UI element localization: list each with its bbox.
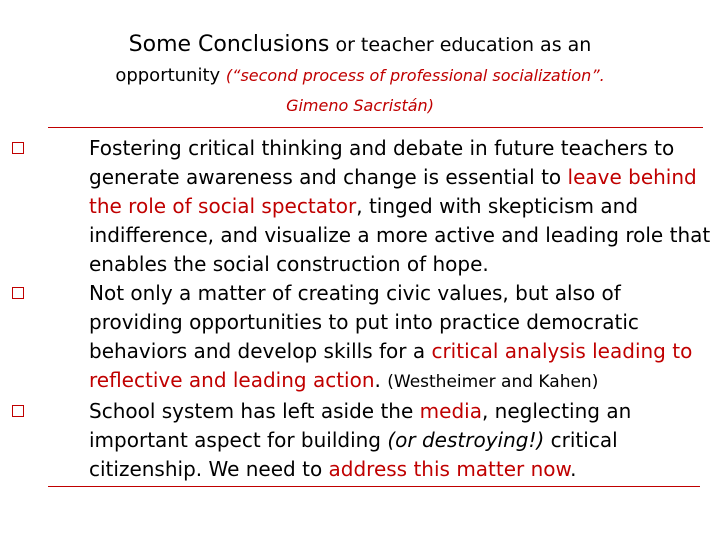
title-quote: (“second process of professional socialization”. <box>225 66 605 85</box>
bullet-text: . <box>570 457 577 481</box>
bullet-text: . <box>374 368 388 392</box>
bullet-highlight: media <box>419 399 482 423</box>
checkbox-bullet-icon <box>12 142 24 154</box>
title-sub-2: opportunity <box>115 65 226 86</box>
bullet-text: , tinged with skepticism and indifference, and visualize a more active and leading role that enables the social construction of hope. <box>89 194 711 276</box>
bullet-item <box>12 397 712 484</box>
checkbox-bullet-icon <box>12 287 24 299</box>
bullet-highlight: address this matter now <box>328 457 571 481</box>
bottom-divider <box>48 486 700 487</box>
bullet-item <box>12 134 712 279</box>
bullet-item <box>12 279 712 397</box>
checkbox-bullet-icon <box>12 405 24 417</box>
bullet-highlight: critical analysis leading to reflective and leading action <box>89 339 693 392</box>
top-divider <box>48 127 703 128</box>
bullet-list <box>12 134 712 484</box>
bullet-text: , neglecting an important aspect for building <box>89 399 632 452</box>
title-line-1 <box>40 30 680 61</box>
bullet-emphasis: (or destroying!) <box>387 428 545 452</box>
bullet-text: Fostering critical thinking and debate in future teachers to generate awareness and change is essential to <box>89 136 675 189</box>
slide-title <box>40 30 680 121</box>
bullet-text: Not only a matter of creating civic values, but also of providing opportunities to put into practice democratic behaviors and develop skills for a <box>89 281 639 363</box>
bullet-highlight: leave behind the role of social spectator <box>89 165 697 218</box>
title-main: Some Conclusions <box>128 32 330 57</box>
bullet-citation: (Westheimer and Kahen) <box>387 372 599 392</box>
title-line-3 <box>40 91 680 121</box>
title-line-2 <box>40 61 680 91</box>
title-sub-1: or teacher education as an <box>329 34 592 56</box>
title-author: Gimeno Sacristán) <box>286 96 434 115</box>
bullet-text: School system has left aside the <box>89 399 420 423</box>
bullet-text: critical citizenship. We need to <box>89 428 618 481</box>
